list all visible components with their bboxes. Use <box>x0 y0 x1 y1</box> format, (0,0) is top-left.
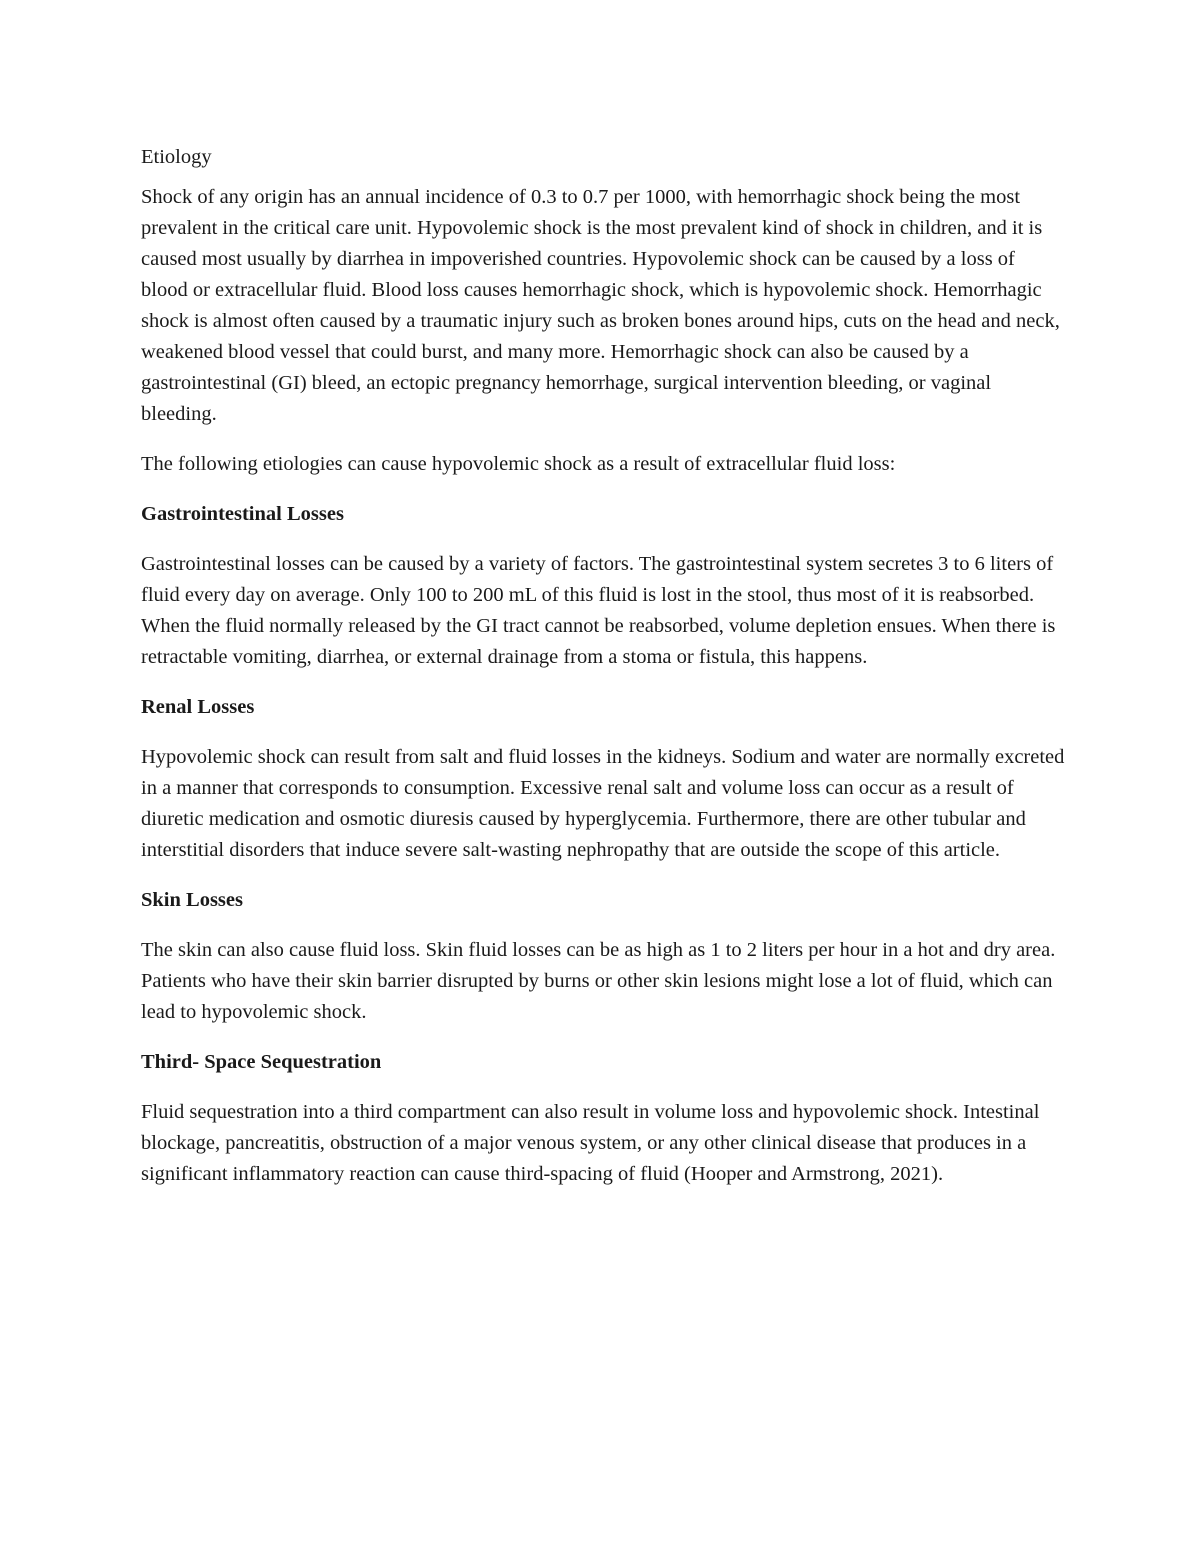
document-page <box>141 142 1066 1209</box>
lead-in-paragraph: The following etiologies can cause hypovolemic shock as a result of extracellular fluid loss: <box>141 453 896 475</box>
section-body-gastrointestinal: Gastrointestinal losses can be caused by a variety of factors. The gastrointestinal system secretes 3 to 6 liters of fluid every day on average. Only 100 to 200 mL of this fluid is lost in the stool, thus most of it is reabsorbed. When the fluid normally released by the GI tract cannot be reabsorbed, volume depletion ensues. When there is retractable vomiting, diarrhea, or external drainage from a stoma or fistula, this happens. <box>141 553 1056 668</box>
document-title: Etiology <box>141 146 212 168</box>
section-heading-gastrointestinal: Gastrointestinal Losses <box>141 503 344 525</box>
intro-paragraph: Shock of any origin has an annual incidence of 0.3 to 0.7 per 1000, with hemorrhagic shock being the most prevalent in the critical care unit. Hypovolemic shock is the most prevalent kind of shock in children, and it is caused most usually by diarrhea in impoverished countries. Hypovolemic shock can be caused by a loss of blood or extracellular fluid. Blood loss causes hemorrhagic shock, which is hypovolemic shock. Hemorrhagic shock is almost often caused by a traumatic injury such as broken bones around hips, cuts on the head and neck, weakened blood vessel that could burst, and many more. Hemorrhagic shock can also be caused by a gastrointestinal (GI) bleed, an ectopic pregnancy hemorrhage, surgical intervention bleeding, or vaginal bleeding. <box>141 186 1060 425</box>
section-body-renal: Hypovolemic shock can result from salt and fluid losses in the kidneys. Sodium and water are normally excreted in a manner that corresponds to consumption. Excessive renal salt and volume loss can occur as a result of diuretic medication and osmotic diuresis caused by hyperglycemia. Furthermore, there are other tubular and interstitial disorders that induce severe salt-wasting nephropathy that are outside the scope of this article. <box>141 746 1065 861</box>
section-body-third-space: Fluid sequestration into a third compartment can also result in volume loss and hypovolemic shock. Intestinal blockage, pancreatitis, obstruction of a major venous system, or any other clinical disease that produces in a significant inflammatory reaction can cause third-spacing of fluid (Hooper and Armstrong, 2021). <box>141 1101 1040 1185</box>
section-body-skin: The skin can also cause fluid loss. Skin fluid losses can be as high as 1 to 2 liters per hour in a hot and dry area. Patients who have their skin barrier disrupted by burns or other skin lesions might lose a lot of fluid, which can lead to hypovolemic shock. <box>141 939 1056 1023</box>
section-heading-third-space: Third- Space Sequestration <box>141 1051 382 1073</box>
section-heading-skin: Skin Losses <box>141 889 243 911</box>
section-heading-renal: Renal Losses <box>141 696 255 718</box>
